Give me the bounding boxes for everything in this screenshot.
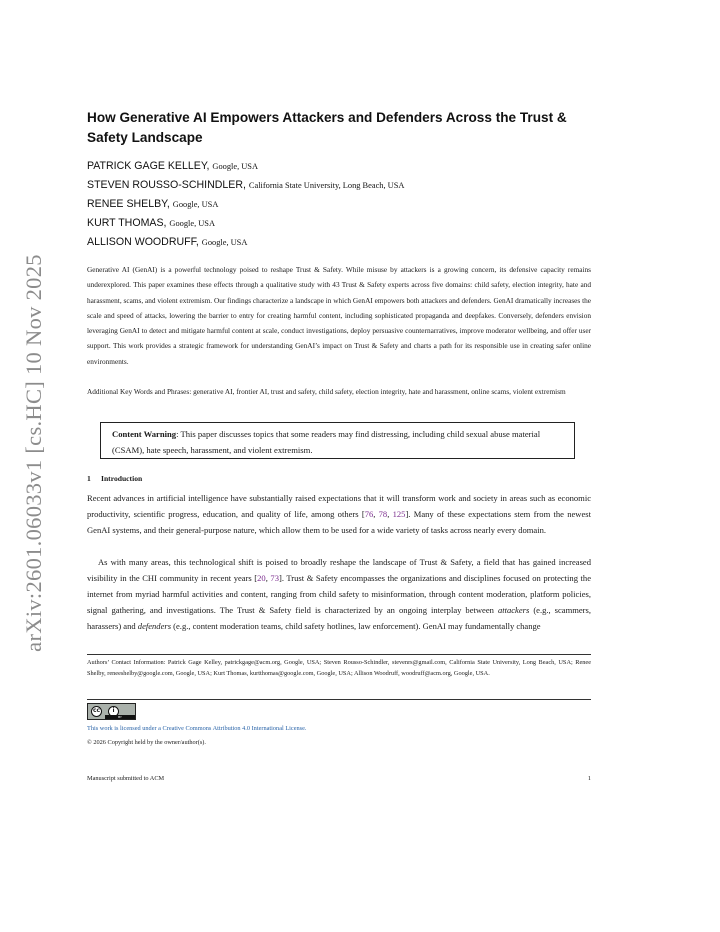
page-number: 1 xyxy=(587,775,591,782)
arxiv-stamp xyxy=(16,254,52,652)
keywords: Additional Key Words and Phrases: generative AI, frontier AI, trust and safety, child safety, election integrity, hate and harassment, online scams, violent extremism xyxy=(87,387,566,396)
content-warning-box xyxy=(100,422,575,459)
paper-title: How Generative AI Empowers Attackers and Defenders Across the Trust & Safety Landscape xyxy=(87,110,567,145)
arxiv-stamp-text: arXiv:2601.06033v1 [cs.HC] 10 Nov 2025 xyxy=(21,254,46,652)
affiliation: Google, USA xyxy=(169,219,216,228)
license-link[interactable]: This work is licensed under a Creative Commons Attribution 4.0 International License. xyxy=(87,725,307,732)
citation-link[interactable]: 125 xyxy=(392,508,406,519)
citation-link[interactable]: 76 xyxy=(364,508,374,519)
author-5: ALLISON WOODRUFF, Google, USA xyxy=(87,236,248,248)
affiliation: California State University, Long Beach, USA xyxy=(248,181,405,190)
footnote-rule xyxy=(87,654,591,655)
copyright-notice: © 2026 Copyright held by the owner/author(s). xyxy=(87,739,206,746)
cc-icon: cc xyxy=(91,706,102,717)
affiliation: Google, USA xyxy=(201,238,248,247)
citation-link[interactable]: 78 xyxy=(378,508,388,519)
section-heading xyxy=(87,474,142,483)
section-number: 1 xyxy=(87,474,91,483)
footer-manuscript-note: Manuscript submitted to ACM xyxy=(87,775,165,782)
citation-link[interactable]: 73 xyxy=(270,572,279,583)
author-1: PATRICK GAGE KELLEY, Google, USA xyxy=(87,160,259,172)
cc-by-badge[interactable] xyxy=(87,703,136,720)
citation-link[interactable]: 20 xyxy=(257,572,266,583)
attribution-icon: i xyxy=(108,706,119,717)
affiliation: Google, USA xyxy=(212,162,259,171)
cc-by-label: BY xyxy=(105,715,135,719)
affiliation: Google, USA xyxy=(172,200,219,209)
content-warning-label: Content Warning xyxy=(112,429,177,439)
license-rule xyxy=(87,699,591,700)
author-3: RENEE SHELBY, Google, USA xyxy=(87,198,219,210)
content-warning-text: : This paper discusses topics that some readers may find distressing, including child sexual abuse material (CSAM), hate speech, harassment, and violent extremism. xyxy=(112,429,541,455)
abstract: Generative AI (GenAI) is a powerful technology poised to reshape Trust & Safety. While misuse by attackers is a growing concern, its defensive capacity remains underexplored. This paper examines these effects through a qualitative study with 43 Trust & Safety experts across five domains: child safety, election integrity, hate and harassment, scams, and violent extremism. Our findings characterize a landscape in which GenAI empowers both attackers and defenders. GenAI dramatically increases the scale and speed of attacks, lowering the barrier to entry for creating harmful content, including sophisticated propaganda and deepfakes. Conversely, defenders envision leveraging GenAI to detect and mitigate harmful content at scale, conduct investigations, deploy persuasive counternarratives, improve moderator wellbeing, and offer user support. This work provides a strategic framework for understanding GenAI’s impact on Trust & Safety and charts a path for its responsible use in creating safer online environments. xyxy=(87,265,591,366)
author-contact-info: Authors’ Contact Information: Patrick Gage Kelley, patrickgage@acm.org, Google, USA; Steven Rousso-Schindler, stevenrs@gmail.com, California State University, Long Beach, USA; Renee Shelby, reneeshelby@google.com, Google, USA; Kurt Thomas, kurtthomas@google.com, Google, USA; Allison Woodruff, woodruff@acm.org, Google, USA. xyxy=(87,659,591,677)
author-2: STEVEN ROUSSO-SCHINDLER, California State University, Long Beach, USA xyxy=(87,179,405,191)
section-title: Introduction xyxy=(101,474,143,483)
intro-paragraph-1: Recent advances in artificial intelligence have substantially raised expectations that it will transform work and society in areas such as economic productivity, scientific progress, education, and quality of life, among others [76, 78, 125]. Many of these expectations stem from the newest GenAI systems, and their general-purpose nature, which allow them to be used for a wide variety of tasks across nearly every domain. xyxy=(87,493,591,535)
author-4: KURT THOMAS, Google, USA xyxy=(87,217,216,229)
intro-paragraph-2: As with many areas, this technological shift is poised to broadly reshape the landscape of Trust & Safety, a field that has gained increased visibility in the CHI community in recent years [20, 73]. Trust & Safety encompasses the organizations and disciplines focused on protecting the internet from myriad harmful activities and content, ranging from child safety to misinformation, through content moderation, platform policies, signal gathering, and investigations. The Trust & Safety field is characterized by an ongoing interplay between attackers (e.g., scammers, harassers) and defenders (e.g., content moderation teams, child safety hotlines, law enforcement). GenAI may fundamentally change xyxy=(87,557,591,631)
